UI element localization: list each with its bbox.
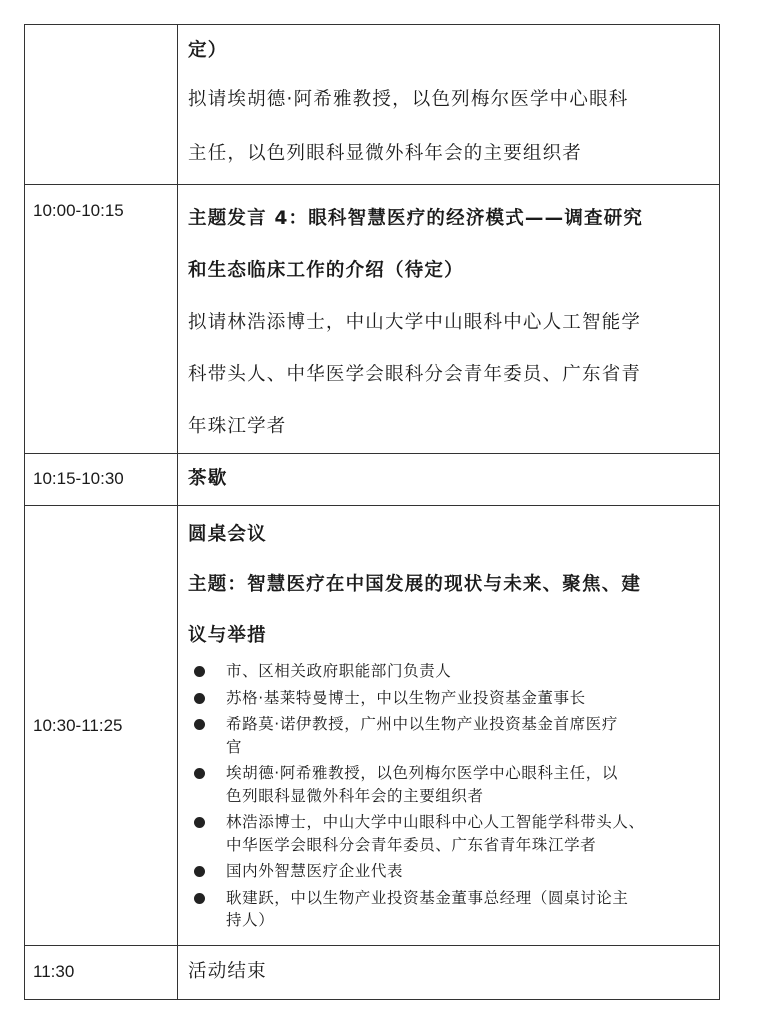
- list-item-text: 耿建跃，中以生物产业投资基金董事总经理（圆桌讨论主: [226, 888, 629, 907]
- bullet-icon: [194, 693, 205, 704]
- content-cell: [178, 506, 720, 946]
- time-cell: 10:00-10:15: [25, 185, 178, 454]
- content-cell: [178, 946, 720, 1000]
- bullet-icon: [194, 866, 205, 877]
- list-item-text: 色列眼科显微外科年会的主要组织者: [226, 786, 484, 805]
- speaker-line: 拟请埃胡德·阿希雅教授，以色列梅尔医学中心眼科: [188, 89, 629, 110]
- agenda-row: [25, 185, 720, 454]
- list-item: [188, 887, 711, 932]
- content-cell: [178, 454, 720, 506]
- session-title: 活动结束: [188, 961, 267, 982]
- list-item: [188, 762, 711, 807]
- list-item-text: 林浩添博士，中山大学中山眼科中心人工智能学科带头人、: [226, 813, 645, 831]
- list-item: [188, 860, 711, 883]
- speaker-line: 主任，以色列眼科显微外科年会的主要组织者: [188, 143, 583, 164]
- list-item: [188, 811, 711, 856]
- speaker-line: 年珠江学者: [188, 416, 287, 437]
- list-item: [188, 713, 711, 758]
- time-cell: 10:15-10:30: [25, 454, 178, 506]
- bullet-icon: [194, 719, 205, 730]
- list-item-text: 持人）: [226, 911, 275, 929]
- agenda-row: [25, 946, 720, 1000]
- agenda-row: [25, 25, 720, 185]
- bullet-icon: [194, 817, 205, 828]
- list-item-text: 国内外智慧医疗企业代表: [226, 862, 404, 880]
- time-cell: 11:30: [25, 946, 178, 1000]
- list-item-text: 希路莫·诺伊教授，广州中以生物产业投资基金首席医疗: [226, 715, 618, 733]
- list-item-text: 市、区相关政府职能部门负责人: [226, 662, 452, 680]
- list-item-text: 埃胡德·阿希雅教授，以色列梅尔医学中心眼科主任，以: [226, 764, 618, 782]
- roundtable-topic: 议与举措: [188, 625, 267, 646]
- participant-list: [188, 660, 711, 938]
- session-title: 茶歇: [188, 468, 228, 489]
- bullet-icon: [194, 893, 205, 904]
- time-cell: 10:30-11:25: [25, 506, 178, 946]
- title-continuation: 定）: [188, 40, 228, 61]
- list-item: [188, 687, 711, 710]
- list-item-text: 官: [226, 737, 243, 756]
- list-item: [188, 660, 711, 683]
- time-cell: [25, 25, 178, 185]
- session-title: 主题发言 4：眼科智慧医疗的经济模式——调查研究: [188, 208, 644, 229]
- roundtable-heading: 圆桌会议: [188, 524, 267, 545]
- speaker-line: 拟请林浩添博士，中山大学中山眼科中心人工智能学: [188, 312, 642, 333]
- roundtable-topic: 主题：智慧医疗在中国发展的现状与未来、聚焦、建: [188, 574, 642, 595]
- speaker-line: 科带头人、中华医学会眼科分会青年委员、广东省青: [188, 364, 642, 385]
- bullet-icon: [194, 768, 205, 779]
- list-item-text: 中华医学会眼科分会青年委员、广东省青年珠江学者: [226, 835, 597, 854]
- list-item-text: 苏格·基莱特曼博士，中以生物产业投资基金董事长: [226, 688, 586, 707]
- agenda-row: [25, 506, 720, 946]
- session-title: 和生态临床工作的介绍（待定）: [188, 260, 464, 281]
- content-cell: [178, 185, 720, 454]
- agenda-row: [25, 454, 720, 506]
- bullet-icon: [194, 666, 205, 677]
- agenda-table: [24, 24, 720, 1000]
- content-cell: [178, 25, 720, 185]
